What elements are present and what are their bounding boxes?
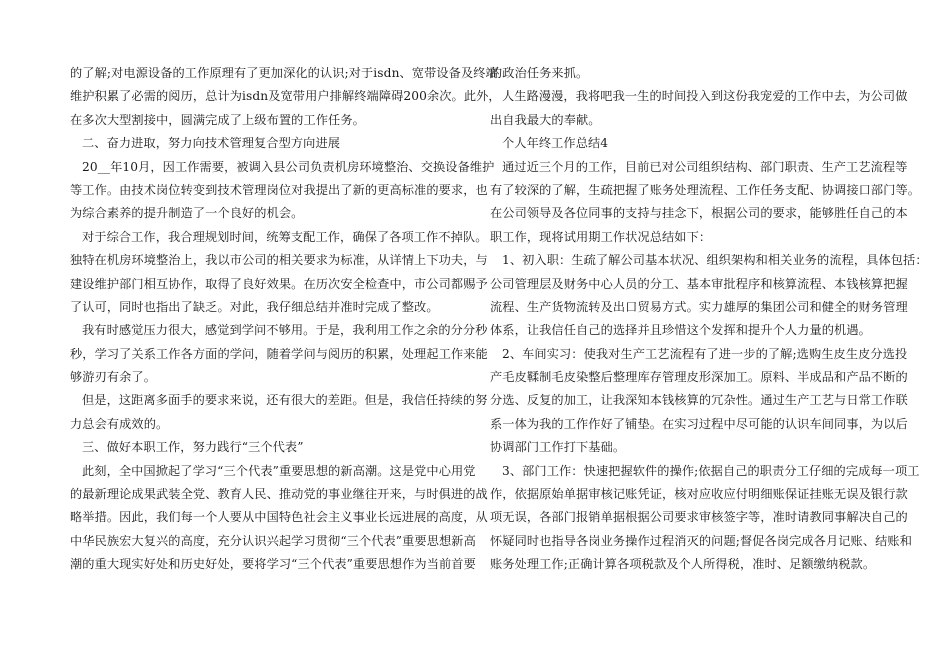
left-text-column bbox=[70, 62, 501, 577]
paragraph-line: 建设维护部门相互协作，取得了良好效果。在历次安全检查中，市公司都赐予 bbox=[70, 276, 488, 291]
paragraph-line: 在公司领导及各位同事的支持与挂念下，根据公司的要求，能够胜任自己的本 bbox=[490, 206, 908, 221]
paragraph-line: 人生路漫漫，我将吧我一生的时间投入到这份我宠爱的工作中去，为公司做 bbox=[502, 89, 908, 104]
paragraph-line: 潮的重大现实好处和历史好处，要将学习“三个代表”重要思想作为当前首要 bbox=[70, 557, 476, 572]
paragraph-line: 在多次大型割接中，圆满完成了上级布置的工作任务。 bbox=[70, 112, 365, 127]
section-heading: 二、奋力进取，努力向技术管理复合型方向进展 bbox=[82, 136, 341, 151]
paragraph-line: 职工作，现将试用期工作状况总结如下： bbox=[490, 229, 712, 244]
paragraph-line: 的政治任务来抓。 bbox=[490, 66, 589, 80]
paragraph-line: 系一体为我的工作作好了铺垫。在实习过程中尽可能的认识车间同事，为以后 bbox=[490, 416, 908, 431]
paragraph-line: 流程、生产货物流转及出口贸易方式。实力雄厚的集团公司和健全的财务管理 bbox=[490, 299, 908, 314]
paragraph-line: 账务处理工作;正确计算各项税款及个人所得税，准时、足额缴纳税款。 bbox=[490, 557, 876, 572]
paragraph-line: 2、车间实习：使我对生产工艺流程有了进一步的了解;选购生皮生皮分选投 bbox=[502, 346, 908, 361]
paragraph-line: 独特在机房环境整治上，我以市公司的相关要求为标准，从详情上下功夫，与 bbox=[70, 253, 488, 268]
paragraph-line: 1、初入职：生疏了解公司基本状况、组织架构和相关业务的流程，具体包括： bbox=[502, 253, 928, 268]
paragraph-line: 通过近三个月的工作，目前已对公司组织结构、部门职责、生产工艺流程等 bbox=[502, 159, 908, 174]
paragraph-line: 的了解;对电源设备的工作原理有了更加深化的认识;对于isdn、宽带设备及终端 bbox=[70, 66, 498, 80]
paragraph-line: 秒，学习了关系工作各方面的学问，随着学问与阅历的积累，处理起工作来能 bbox=[70, 346, 488, 361]
paragraph-line: 了认可，同时也指出了缺乏。对此，我仔细总结并准时完成了整改。 bbox=[70, 299, 439, 314]
paragraph-line: 3、部门工作：快速把握软件的操作;依据自己的职责分工仔细的完成每一项工 bbox=[502, 463, 920, 478]
paragraph-line: 中华民族宏大复兴的高度，充分认识兴起学习贯彻“三个代表”重要思想新高 bbox=[70, 533, 476, 548]
paragraph-line: 略举措。因此，我们每一个人要从中国特色社会主义事业长远进展的高度，从 bbox=[70, 510, 488, 525]
paragraph-line: 等工作。由技术岗位转变到技术管理岗位对我提出了新的更高标准的要求，也 bbox=[70, 182, 488, 197]
section-heading: 三、做好本职工作，努力践行“三个代表” bbox=[82, 440, 304, 455]
paragraph-line: 维护积累了必需的阅历，总计为isdn及宽带用户排解终端障碍200余次。此外， bbox=[70, 89, 501, 104]
paragraph-line: 的最新理论成果武装全党、教育人民、推动党的事业继往开来，与时俱进的战 bbox=[70, 487, 488, 502]
paragraph-line: 体系，让我信任自己的选择并且珍惜这个发挥和提升个人力量的机遇。 bbox=[490, 323, 871, 338]
paragraph-line: 此刻，全中国掀起了学习“三个代表”重要思想的新高潮。这是党中心用党 bbox=[82, 463, 476, 478]
paragraph-line: 作，依据原始单据审核记账凭证，核对应收应付明细账保证挂账无误及银行款 bbox=[490, 487, 908, 502]
paragraph-line: 对于综合工作，我合理规划时间，统筹支配工作，确保了各项工作不掉队。 bbox=[82, 229, 488, 244]
paragraph-line: 够游刃有余了。 bbox=[70, 370, 157, 385]
paragraph-line: 为综合素养的提升制造了一个良好的机会。 bbox=[70, 206, 304, 221]
paragraph-line: 公司管理层及财务中心人员的分工、基本审批程序和核算流程、本钱核算把握 bbox=[490, 276, 908, 291]
paragraph-line: 产毛皮鞣制毛皮染整后整理库存管理皮形深加工。原料、半成品和产品不断的 bbox=[490, 370, 908, 385]
right-text-column bbox=[490, 62, 928, 577]
paragraph-line: 20__年10月，因工作需要，被调入县公司负责机房环境整治、交换设备维护 bbox=[82, 159, 495, 174]
paragraph-line: 怀疑同时也指导各岗业务操作过程消灭的问题;督促各岗完成各月记账、结账和 bbox=[490, 533, 912, 548]
paragraph-line: 力总会有成效的。 bbox=[70, 416, 169, 431]
paragraph-line: 出自我最大的奉献。 bbox=[490, 112, 601, 127]
paragraph-line: 协调部门工作打下基础。 bbox=[490, 440, 626, 455]
paragraph-line: 有了较深的了解，生疏把握了账务处理流程、工作任务支配、协调接口部门等。 bbox=[490, 182, 921, 197]
section-heading: 个人年终工作总结4 bbox=[502, 136, 609, 151]
paragraph-line: 分选、反复的加工，让我深知本钱核算的冗杂性。通过生产工艺与日常工作联 bbox=[490, 393, 908, 408]
paragraph-line: 项无误，各部门报销单据根据公司要求审核签字等，准时请教同事解决自己的 bbox=[490, 510, 908, 525]
paragraph-line: 但是，这距离多面手的要求来说，还有很大的差距。但是，我信任持续的努 bbox=[82, 393, 488, 408]
paragraph-line: 我有时感觉压力很大，感觉到学问不够用。于是，我利用工作之余的分分秒 bbox=[82, 323, 488, 338]
